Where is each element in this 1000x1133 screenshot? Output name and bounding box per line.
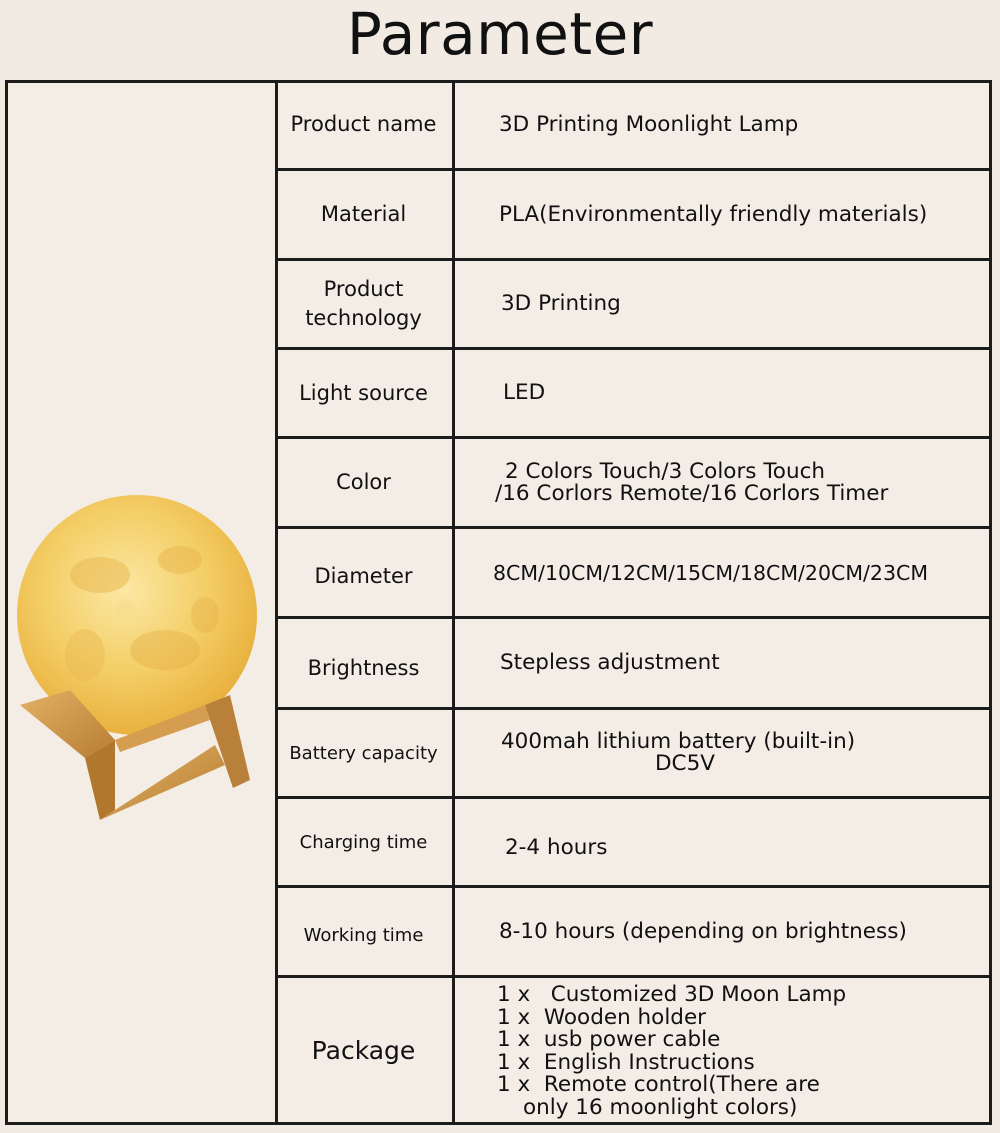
row-value: 3D Printing (501, 291, 621, 316)
row-label: Brightness (275, 619, 455, 707)
row-value: 8-10 hours (depending on brightness) (499, 918, 907, 944)
row-value: 1 x Customized 3D Moon Lamp 1 x Wooden holder 1 x usb power cable 1 x English Instructions 1 x Remote control(There are only 16 moonlight colors) (497, 982, 847, 1120)
moon-lamp-illustration-icon (15, 490, 265, 830)
row-label: Color (275, 439, 455, 526)
row-value: PLA(Environmentally friendly materials) (499, 201, 928, 227)
row-label: Light source (275, 350, 455, 436)
row-label: Package (275, 978, 455, 1122)
table-row (275, 80, 992, 171)
row-label: Working time (275, 888, 455, 975)
row-label: Diameter (275, 529, 455, 616)
table-row (275, 171, 992, 261)
product-image-cell (5, 80, 278, 1125)
row-value: 3D Printing Moonlight Lamp (499, 112, 799, 137)
row-value: 8CM/10CM/12CM/15CM/18CM/20CM/23CM (493, 560, 929, 585)
row-label: Product technology (275, 261, 455, 347)
table-row (275, 261, 992, 350)
row-label: Material (275, 171, 455, 258)
row-label: Product name (275, 80, 455, 168)
table-row (275, 888, 992, 978)
page-title: Parameter (346, 0, 654, 68)
row-label: Battery capacity (275, 710, 455, 796)
table-row (275, 619, 992, 710)
table-row (275, 529, 992, 619)
table-row (275, 439, 992, 529)
row-value: 2 Colors Touch/3 Colors Touch /16 Corlors Remote/16 Corlors Timer (495, 458, 889, 506)
row-value: LED (503, 380, 546, 405)
row-label: Charging time (275, 799, 455, 885)
row-value: 2-4 hours (505, 835, 608, 860)
table-row (275, 978, 992, 1122)
row-value: 400mah lithium battery (built-in) DC5V (501, 729, 856, 776)
table-row (275, 350, 992, 439)
row-value: Stepless adjustment (500, 650, 720, 675)
table-row (275, 710, 992, 799)
table-row (275, 799, 992, 888)
